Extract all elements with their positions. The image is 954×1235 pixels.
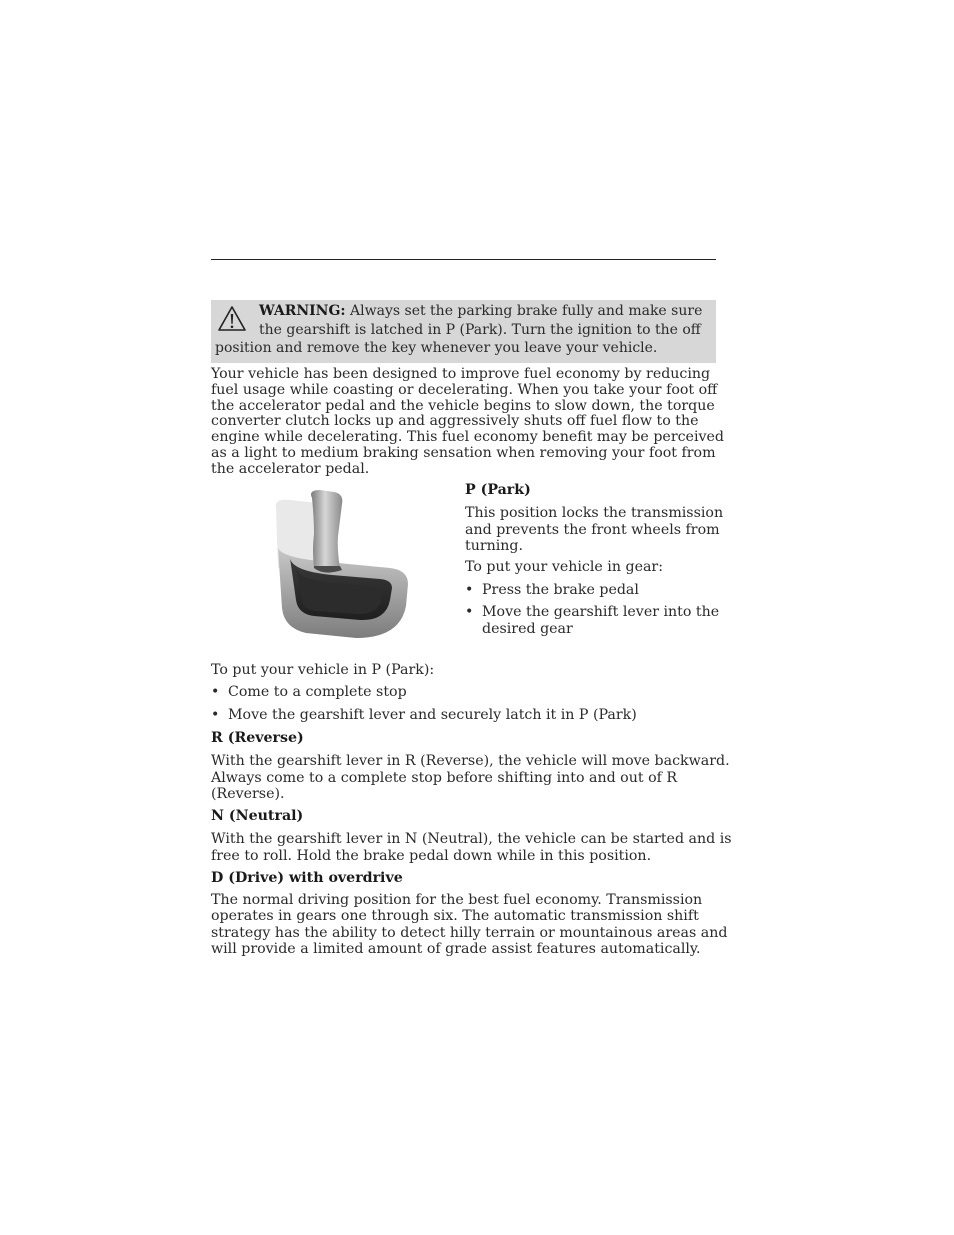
neutral-heading: N (Neutral) (211, 808, 304, 824)
warning-triangle-icon (217, 305, 247, 332)
drive-heading: D (Drive) with overdrive (211, 870, 403, 886)
reverse-heading: R (Reverse) (211, 730, 304, 746)
drive-paragraph: The normal driving position for the best fuel economy. Transmission operates in gears one through six. The automatic transmission shift strategy has the ability to detect hilly terrain or mountainous areas and will provide a limited amount of grade assist features automatically. (211, 892, 728, 958)
intro-paragraph: Your vehicle has been designed to improve fuel economy by reducing fuel usage while coasting or decelerating. When you take your foot off the accelerator pedal and the vehicle begins to slow down, the torque converter clutch locks up and aggressively shuts off fuel flow to the engine while decelerating. This fuel economy benefit may be perceived as a light to medium braking sensation when removing your foot from the accelerator pedal. (211, 366, 724, 477)
warning-line-1: WARNING: Always set the parking brake fully and make sure (259, 303, 703, 319)
neutral-paragraph: With the gearshift lever in N (Neutral), the vehicle can be started and is free to roll. Hold the brake pedal down while in this position. (211, 831, 732, 864)
in-gear-intro: To put your vehicle in gear: (465, 559, 663, 575)
to-park-intro: To put your vehicle in P (Park): (211, 662, 435, 678)
park-heading: P (Park) (465, 482, 531, 498)
header-rule (211, 259, 716, 260)
warning-box (211, 300, 716, 363)
park-description: This position locks the transmission and prevents the front wheels from turning. (465, 505, 724, 555)
gearshift-illustration (268, 488, 413, 640)
warning-line-2: the gearshift is latched in P (Park). Turn the ignition to the off (259, 321, 701, 338)
warning-label: WARNING: (259, 303, 346, 319)
reverse-paragraph: With the gearshift lever in R (Reverse), the vehicle will move backward. Always come to a complete stop before shifting into and out of R (Reverse). (211, 753, 730, 803)
warning-line-3: position and remove the key whenever you leave your vehicle. (215, 340, 658, 356)
